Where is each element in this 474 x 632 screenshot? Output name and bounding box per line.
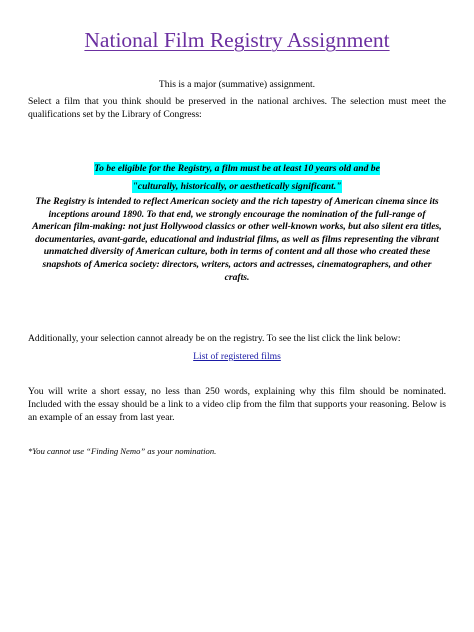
eligibility-line-2	[0, 180, 474, 193]
eligibility-highlight-1: To be eligible for the Registry, a film must be at least 10 years old and be	[94, 163, 380, 174]
eligibility-line-1	[0, 162, 474, 175]
nomination-note: *You cannot use “Finding Nemo” as your nomination.	[28, 446, 217, 456]
link-line	[0, 350, 474, 363]
page-title: National Film Registry Assignment	[84, 28, 390, 52]
eligibility-highlight-2: "culturally, historically, or aesthetically significant."	[132, 181, 342, 192]
additional-paragraph: Additionally, your selection cannot already be on the registry. To see the list click the link below:	[28, 333, 401, 344]
intro-paragraph: This is a major (summative) assignment.	[158, 79, 316, 90]
registry-description: The Registry is intended to reflect American society and the rich tapestry of American cinema since its inceptions around 1890. To that end, we strongly encourage the nomination of the full-range of American film-making: not just Hollywood classics or other well-known works, but also silent era titles, documentaries, avant-garde, educational and industrial films, as well as films representing the vibrant unmatched diversity of American culture, both in terms of content and all those who created these snapshots of America society: directors, writers, actors and actresses, cinematographers, and other crafts.	[32, 196, 442, 283]
essay-paragraph: You will write a short essay, no less than 250 words, explaining why this film should be nominated. Included with the essay should be a link to a video clip from the film that supports your reasoning. Below is an example of an essay from last year.	[28, 386, 446, 423]
registered-films-link[interactable]: List of registered films	[193, 351, 281, 362]
selection-paragraph: Select a film that you think should be preserved in the national archives. The selection must meet the qualifications set by the Library of Congress:	[28, 96, 446, 120]
